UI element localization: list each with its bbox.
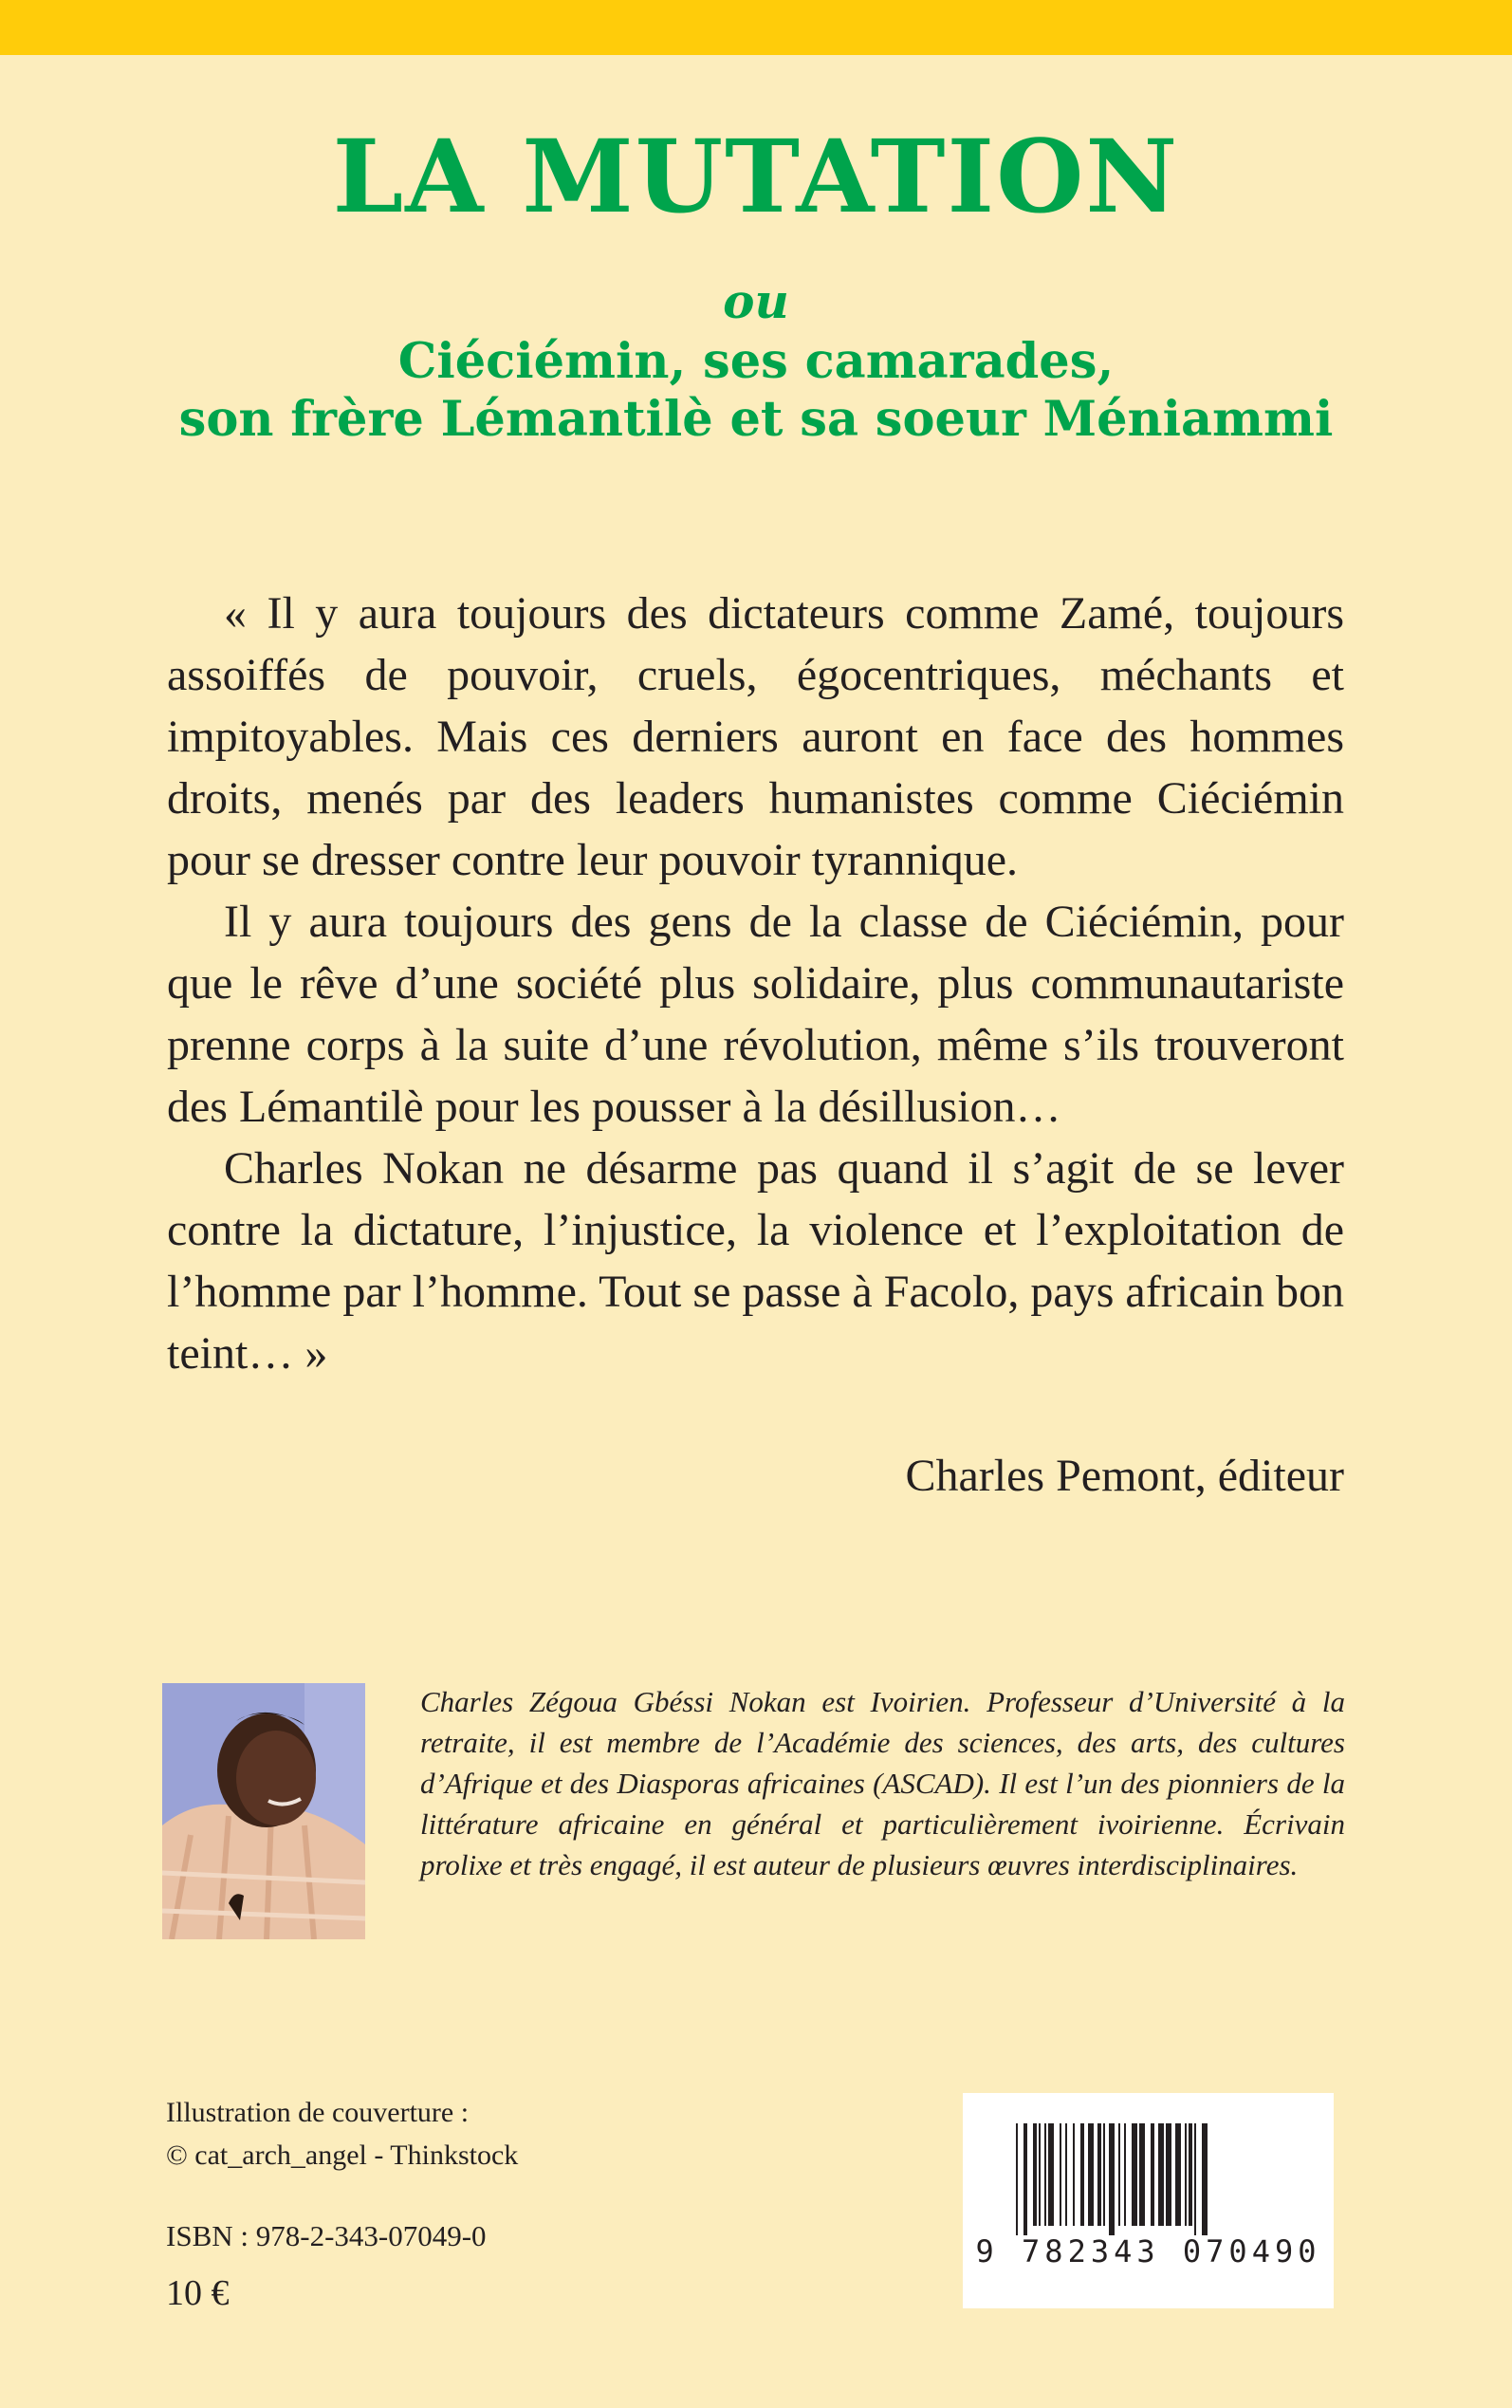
subtitle-connector: ou — [723, 273, 789, 329]
barcode-bar — [1189, 2123, 1192, 2226]
illustration-credit-source: © cat_arch_angel - Thinkstock — [166, 2139, 519, 2171]
author-bio — [420, 1681, 1345, 1885]
barcode-bar — [1016, 2123, 1018, 2235]
barcode-bar — [1185, 2123, 1187, 2226]
barcode-bar — [1080, 2123, 1084, 2226]
barcode-bar — [1023, 2123, 1027, 2235]
barcode-bar — [1124, 2123, 1126, 2226]
author-bio-text: est Ivoirien. Professeur d’Université à la retraite, il est membre de l’Académie des sciences, des arts, des cultures d’Afrique et des Diasporas africaines (ASCAD). Il est l’un des pionniers de la littérature africaine en général et particulièrement ivoirienne. Écrivain prolixe et très engagé, il est auteur de plusieurs œuvres interdisciplinaires. — [420, 1685, 1346, 1881]
barcode-bar — [1048, 2123, 1054, 2226]
barcode-bar — [1097, 2123, 1101, 2226]
barcode-bar — [1118, 2123, 1120, 2226]
illustration-credit-label: Illustration de couverture : — [166, 2097, 470, 2128]
barcode-bar — [1088, 2123, 1094, 2226]
author-photo-illustration — [162, 1683, 365, 1939]
price: 10 € — [166, 2273, 230, 2313]
barcode-bar — [1065, 2123, 1067, 2226]
barcode-bar — [1151, 2123, 1154, 2226]
barcode-bar — [1044, 2123, 1046, 2226]
blurb-paragraph: Charles Nokan ne désarme pas quand il s’agit de se lever contre la dictature, l’injustice, la violence et l’exploitation de l’homme par l’homme. Tout se passe à Facolo, pays africain bon teint… » — [167, 1143, 1344, 1379]
subtitle-line-1: Ciéciémin, ses camarades, — [397, 333, 1115, 390]
barcode-bar — [1139, 2123, 1145, 2226]
back-cover-blurb — [167, 583, 1344, 1384]
author-name: Charles Zégoua Gbéssi Nokan — [420, 1685, 806, 1718]
barcode-bar — [1073, 2123, 1075, 2226]
blurb-signature: Charles Pemont, éditeur — [905, 1451, 1344, 1501]
isbn: ISBN : 978-2-343-07049-0 — [166, 2219, 487, 2252]
barcode-bar — [1158, 2123, 1164, 2226]
barcode-bar — [1202, 2123, 1208, 2235]
book-title: LA MUTATION — [332, 117, 1180, 235]
author-photo — [162, 1683, 365, 1939]
barcode-digits: 9 782343 070490 — [975, 2233, 1321, 2269]
barcode-bar — [1194, 2123, 1196, 2235]
subtitle-line-2: son frère Lémantilè et sa soeur Méniammi — [178, 391, 1334, 448]
illustration-credit — [166, 2091, 518, 2176]
top-color-band — [0, 0, 1512, 55]
barcode-bar — [1039, 2123, 1041, 2226]
barcode-bar — [1166, 2123, 1171, 2226]
barcode-bar — [1109, 2123, 1115, 2235]
blurb-paragraph: « Il y aura toujours des dictateurs comme Zamé, toujours assoiffés de pouvoir, cruels, égocentriques, méchants et impitoyables. Mais ces derniers auront en face des hommes droits, menés par des leaders humanistes comme Ciéciémin pour se dresser contre leur pouvoir tyrannique. — [167, 588, 1344, 885]
barcode-bar — [1060, 2123, 1061, 2226]
barcode — [963, 2093, 1334, 2308]
barcode-bar — [1033, 2123, 1037, 2226]
barcode-bar — [1175, 2123, 1181, 2226]
barcode-bars — [1016, 2123, 1282, 2235]
barcode-bar — [1103, 2123, 1105, 2226]
barcode-bar — [1132, 2123, 1137, 2226]
blurb-paragraph: Il y aura toujours des gens de la classe de Ciéciémin, pour que le rêve d’une société plus solidaire, plus communautariste prenne corps à la suite d’une révolution, même s’ils trouveront des Lémantilè pour les pousser à la désillusion… — [167, 897, 1344, 1132]
